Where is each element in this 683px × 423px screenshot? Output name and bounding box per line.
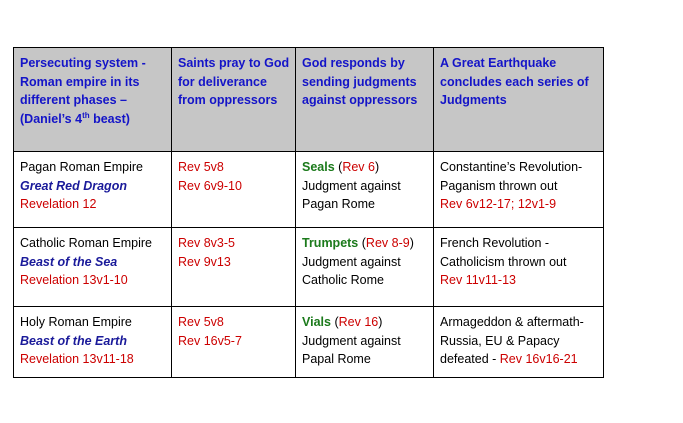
judgment-text: Judgment against Pagan Rome [302, 178, 401, 211]
header-great-earthquake: A Great Earthquake concludes each series of Judgments [434, 48, 604, 152]
judgment-cell: Seals (Rev 6) Judgment against Pagan Rome [296, 152, 434, 228]
empire-name: Holy Roman Empire [20, 315, 132, 329]
earthquake-text: French Revolution - Catholicism thrown out [440, 236, 567, 269]
prayer-reference: Rev 16v5-7 [178, 333, 242, 348]
header-row [14, 48, 604, 152]
beast-name: Beast of the Sea [20, 254, 118, 269]
table-row [14, 152, 604, 228]
beast-reference: Revelation 13v1-10 [20, 273, 128, 287]
earthquake-cell [434, 152, 604, 228]
earthquake-text: Constantine’s Revolution-Paganism thrown out [440, 160, 583, 193]
prayer-reference: Rev 8v3-5 [178, 236, 235, 250]
table-row [14, 307, 604, 378]
prayer-cell [172, 152, 296, 228]
header-text: Persecuting system - Roman empire in its different phases – (Daniel’s 4 [20, 56, 146, 126]
prayer-cell [172, 307, 296, 378]
empire-cell [14, 307, 172, 378]
judgment-cell: Vials (Rev 16) Judgment against Papal Rome [296, 307, 434, 378]
prayer-reference: Rev 9v13 [178, 254, 231, 269]
prayer-cell [172, 228, 296, 307]
prayer-reference: Rev 6v9-10 [178, 178, 242, 193]
empire-cell [14, 152, 172, 228]
judgments-table [13, 47, 604, 378]
judgment-text: Judgment against Papal Rome [302, 333, 401, 366]
judgment-reference: Rev 16 [338, 315, 379, 329]
judgment-name: Trumpets [302, 236, 359, 250]
header-persecuting-system [14, 48, 172, 152]
empire-cell [14, 228, 172, 307]
earthquake-reference: Rev 6v12-17; 12v1-9 [440, 197, 557, 211]
beast-name: Great Red Dragon [20, 178, 127, 193]
earthquake-reference: Rev 11v11-13 [440, 273, 516, 287]
beast-reference: Revelation 13v11-18 [20, 352, 134, 366]
beast-name: Beast of the Earth [20, 333, 127, 348]
header-saints-pray: Saints pray to God for deliverance from oppressors [172, 48, 296, 152]
header-god-responds: God responds by sending judgments against oppressors [296, 48, 434, 152]
earthquake-reference: Rev 16v16-21 [499, 352, 578, 366]
judgment-text: Judgment against Catholic Rome [302, 254, 401, 287]
judgment-reference: Rev 6 [342, 160, 375, 174]
prayer-reference: Rev 5v8 [178, 315, 224, 329]
empire-name: Pagan Roman Empire [20, 160, 143, 174]
earthquake-cell [434, 228, 604, 307]
header-text-tail: beast) [89, 111, 130, 126]
judgment-reference: Rev 8-9 [365, 236, 410, 250]
judgment-name: Seals [302, 160, 335, 174]
earthquake-text: Armageddon & aftermath-Russia, EU & Papacy defeated - [440, 315, 584, 366]
judgment-cell: Trumpets (Rev 8-9) Judgment against Catholic Rome [296, 228, 434, 307]
prayer-reference: Rev 5v8 [178, 160, 224, 174]
table-row [14, 228, 604, 307]
header-superscript: th [82, 110, 90, 120]
empire-name: Catholic Roman Empire [20, 236, 152, 250]
beast-reference: Revelation 12 [20, 197, 97, 211]
earthquake-cell [434, 307, 604, 378]
judgment-name: Vials [302, 315, 331, 329]
